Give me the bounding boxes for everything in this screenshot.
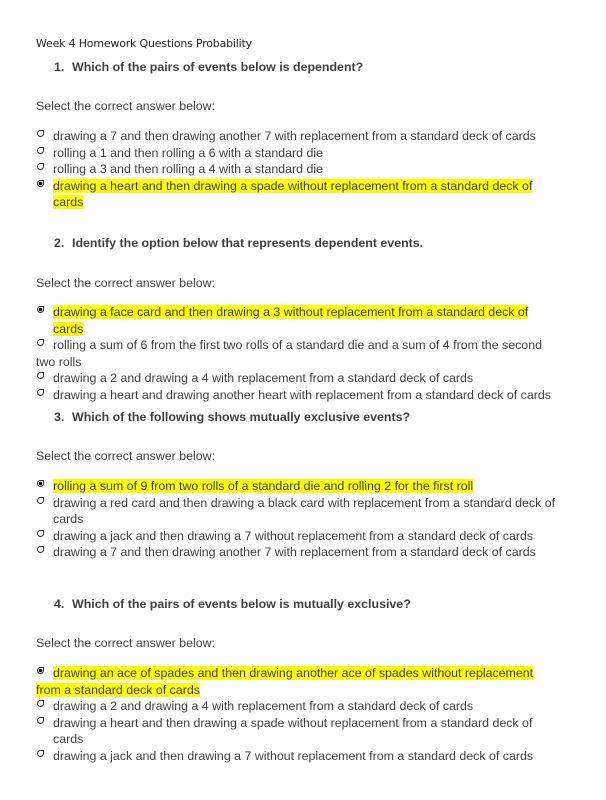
radio-selected-icon[interactable] bbox=[36, 305, 45, 314]
question-number: 1. bbox=[54, 60, 65, 74]
radio-unselected-icon[interactable] bbox=[36, 129, 45, 138]
answer-option[interactable]: rolling a sum of 9 from two rolls of a standard die and rolling 2 for the first roll bbox=[36, 478, 556, 495]
radio-unselected-icon[interactable] bbox=[36, 496, 45, 505]
question-text: Identify the option below that represents dependent events. bbox=[72, 236, 424, 250]
question-1-heading bbox=[54, 60, 363, 74]
answer-option[interactable]: drawing a red card and then drawing a black card with replacement from a standard deck of cards bbox=[36, 495, 556, 528]
question-2-heading bbox=[54, 236, 423, 250]
question-4-options bbox=[36, 665, 556, 764]
question-3-prompt: Select the correct answer below: bbox=[36, 449, 216, 463]
radio-unselected-icon[interactable] bbox=[36, 146, 45, 155]
radio-unselected-icon[interactable] bbox=[36, 529, 45, 538]
answer-option[interactable]: drawing an ace of spades and then drawing another ace of spades without replacement from a standard deck of cards bbox=[36, 666, 534, 697]
question-text: Which of the following shows mutually exclusive events? bbox=[72, 410, 411, 424]
question-text: Which of the pairs of events below is dependent? bbox=[72, 60, 364, 74]
question-number: 3. bbox=[54, 410, 65, 424]
question-1-prompt: Select the correct answer below: bbox=[36, 99, 216, 113]
answer-option[interactable]: drawing a jack and then drawing a 7 without replacement from a standard deck of cards bbox=[36, 748, 556, 765]
answer-option[interactable]: rolling a 1 and then rolling a 6 with a standard die bbox=[36, 145, 556, 162]
answer-option[interactable]: drawing a jack and then drawing a 7 without replacement from a standard deck of cards bbox=[36, 528, 556, 545]
question-4-prompt: Select the correct answer below: bbox=[36, 636, 216, 650]
question-3-options bbox=[36, 478, 556, 561]
answer-option[interactable]: drawing a heart and then drawing a spade without replacement from a standard deck of cards bbox=[36, 178, 556, 211]
radio-unselected-icon[interactable] bbox=[36, 338, 45, 347]
answer-option[interactable]: rolling a sum of 6 from the first two rolls of a standard die and a sum of 4 from the second two rolls bbox=[36, 338, 542, 369]
document-title: Week 4 Homework Questions Probability bbox=[36, 37, 252, 50]
answer-option[interactable]: drawing a 2 and drawing a 4 with replacement from a standard deck of cards bbox=[36, 370, 556, 387]
question-text: Which of the pairs of events below is mutually exclusive? bbox=[72, 597, 411, 611]
radio-unselected-icon[interactable] bbox=[36, 699, 45, 708]
answer-option[interactable]: drawing a 7 and then drawing another 7 with replacement from a standard deck of cards bbox=[36, 128, 556, 145]
radio-unselected-icon[interactable] bbox=[36, 545, 45, 554]
radio-unselected-icon[interactable] bbox=[36, 162, 45, 171]
radio-selected-icon[interactable] bbox=[36, 179, 45, 188]
question-number: 4. bbox=[54, 597, 65, 611]
answer-option[interactable]: drawing a heart and then drawing a spade without replacement from a standard deck of cards bbox=[36, 715, 556, 748]
question-1-options bbox=[36, 128, 556, 211]
radio-unselected-icon[interactable] bbox=[36, 388, 45, 397]
answer-option[interactable]: rolling a 3 and then rolling a 4 with a standard die bbox=[36, 161, 556, 178]
question-3-heading bbox=[54, 410, 410, 424]
question-2-prompt: Select the correct answer below: bbox=[36, 276, 216, 290]
radio-unselected-icon[interactable] bbox=[36, 716, 45, 725]
answer-option[interactable]: drawing a face card and then drawing a 3 without replacement from a standard deck of cards bbox=[36, 304, 556, 337]
radio-selected-icon[interactable] bbox=[36, 479, 45, 488]
radio-unselected-icon[interactable] bbox=[36, 371, 45, 380]
radio-unselected-icon[interactable] bbox=[36, 749, 45, 758]
answer-option[interactable]: drawing a heart and drawing another heart with replacement from a standard deck of cards bbox=[36, 387, 556, 404]
question-number: 2. bbox=[54, 236, 65, 250]
radio-selected-icon[interactable] bbox=[36, 666, 45, 675]
answer-option[interactable]: drawing a 2 and drawing a 4 with replacement from a standard deck of cards bbox=[36, 698, 556, 715]
answer-option[interactable]: drawing a 7 and then drawing another 7 with replacement from a standard deck of cards bbox=[36, 544, 556, 561]
question-4-heading bbox=[54, 597, 411, 611]
question-2-options bbox=[36, 304, 556, 403]
